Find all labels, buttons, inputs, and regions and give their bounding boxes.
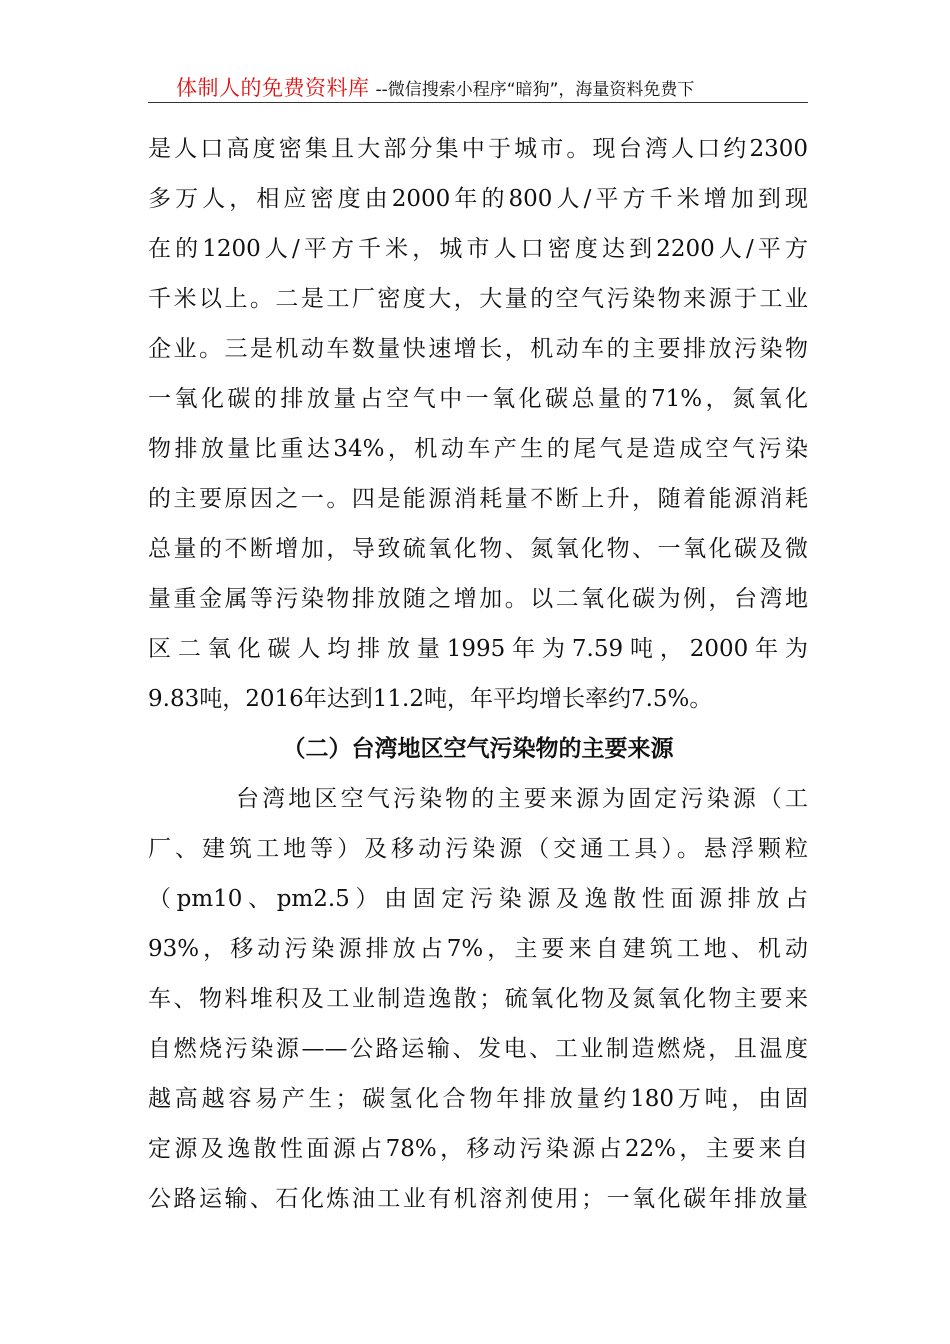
paragraph-line: 量重金属等污染物排放随之增加。以二氧化碳为例，台湾地 (148, 586, 808, 612)
paragraph-line: 台湾地区空气污染物的主要来源为固定污染源（工 (236, 786, 808, 812)
paragraph-line: 9.83吨，2016年达到11.2吨，年平均增长率约7.5%。 (148, 686, 713, 712)
document-body (148, 124, 808, 1224)
paragraph-line: 在的1200人/平方千米，城市人口密度达到2200人/平方 (148, 236, 808, 262)
paragraph-line: 厂、建筑工地等）及移动污染源（交通工具）。悬浮颗粒 (148, 836, 808, 862)
paragraph-line: 自燃烧污染源——公路运输、发电、工业制造燃烧，且温度 (148, 1036, 808, 1062)
paragraph-line: 车、物料堆积及工业制造逸散；硫氧化物及氮氧化物主要来 (148, 986, 808, 1012)
paragraph-line: 的主要原因之一。四是能源消耗量不断上升，随着能源消耗 (148, 486, 808, 512)
paragraph-line: 企业。三是机动车数量快速增长，机动车的主要排放污染物 (148, 336, 808, 362)
page-header (148, 72, 808, 103)
header-tagline: --微信搜索小程序“暗狗”，海量资料免费下 (375, 80, 695, 100)
paragraph-line: 物排放量比重达34%，机动车产生的尾气是造成空气污染 (148, 436, 808, 462)
paragraph-line: 93%，移动污染源排放占7%，主要来自建筑工地、机动 (148, 936, 808, 962)
paragraph-line: 一氧化碳的排放量占空气中一氧化碳总量的71%，氮氧化 (148, 386, 808, 412)
paragraph-line: 越高越容易产生；碳氢化合物年排放量约180万吨，由固 (148, 1086, 808, 1112)
section-heading: （二）台湾地区空气污染物的主要来源 (282, 736, 674, 762)
paragraph-line: 多万人，相应密度由2000年的800人/平方千米增加到现 (148, 186, 808, 212)
header-brand: 体制人的免费资料库 (176, 76, 370, 100)
paragraph-line: 公路运输、石化炼油工业有机溶剂使用；一氧化碳年排放量 (148, 1186, 808, 1212)
paragraph-line: 千米以上。二是工厂密度大，大量的空气污染物来源于工业 (148, 286, 808, 312)
paragraph-line: 区二氧化碳人均排放量1995年为7.59吨，2000年为 (148, 636, 808, 662)
paragraph-line: 是人口高度密集且大部分集中于城市。现台湾人口约2300 (148, 136, 808, 162)
paragraph-line: 总量的不断增加，导致硫氧化物、氮氧化物、一氧化碳及微 (148, 536, 808, 562)
paragraph-line: 定源及逸散性面源占78%，移动污染源占22%，主要来自 (148, 1136, 808, 1162)
paragraph-line: （pm10、pm2.5）由固定污染源及逸散性面源排放占 (148, 886, 808, 912)
